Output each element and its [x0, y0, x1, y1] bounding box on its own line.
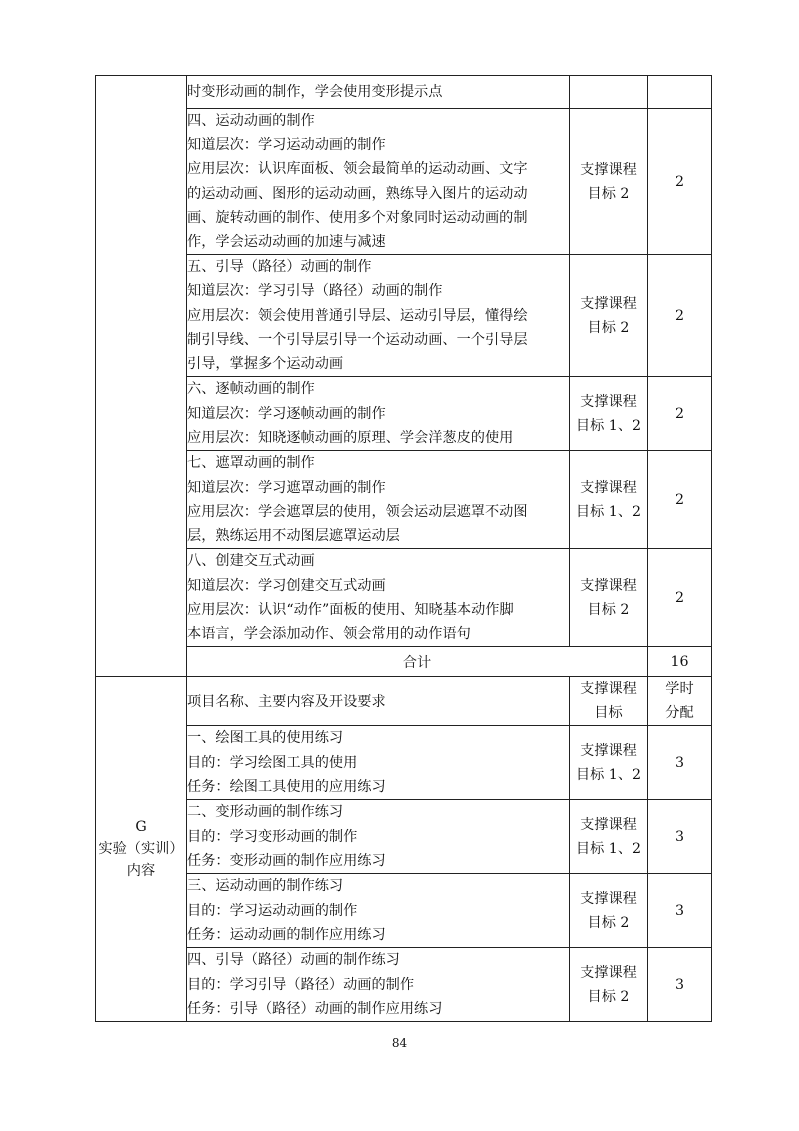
table-row	[96, 451, 712, 549]
support-line: 支撑课程	[580, 816, 637, 833]
content-cell	[187, 948, 570, 1022]
support-line: 支撑课程	[580, 577, 637, 594]
content-line: 七、遮罩动画的制作	[187, 455, 315, 472]
content-line: 六、逐帧动画的制作	[187, 381, 315, 398]
content-line: 目的：学习绘图工具的使用	[187, 754, 358, 771]
content-line: 应用层次：知晓逐帧动画的原理、学会洋葱皮的使用	[187, 429, 514, 446]
content-line: 任务：引导（路径）动画的制作应用练习	[187, 1000, 443, 1017]
content-line: 目的：学习运动动画的制作	[187, 902, 358, 919]
content-cell	[187, 76, 570, 109]
hours-cell: 2	[648, 255, 712, 377]
content-cell	[187, 255, 570, 377]
support-cell	[570, 948, 648, 1022]
content-line: 知道层次：学习引导（路径）动画的制作	[187, 283, 443, 300]
content-line: 知道层次：学习逐帧动画的制作	[187, 405, 386, 422]
column-header-support	[570, 677, 648, 726]
table-row	[96, 377, 712, 451]
support-line: 目标 1、2	[575, 417, 642, 434]
table-row	[96, 800, 712, 874]
content-line: 知道层次：学习创建交互式动画	[187, 577, 386, 594]
support-line: 支撑课程	[580, 161, 637, 178]
support-cell	[570, 874, 648, 948]
table-row	[96, 549, 712, 647]
section-label	[96, 677, 187, 1022]
support-line: 目标 2	[587, 988, 630, 1005]
content-line: 知道层次：学习遮罩动画的制作	[187, 479, 386, 496]
theory-section	[96, 76, 712, 677]
support-cell	[570, 255, 648, 377]
table-row	[96, 109, 712, 255]
table-row	[96, 948, 712, 1022]
content-cell	[187, 451, 570, 549]
support-cell	[570, 76, 648, 109]
support-line: 目标 2	[587, 319, 630, 336]
content-line: 应用层次：领会使用普通引导层、运动引导层，懂得绘	[187, 307, 528, 324]
support-line: 支撑课程	[580, 479, 637, 496]
support-cell	[570, 726, 648, 800]
content-line: 一、绘图工具的使用练习	[187, 730, 344, 747]
content-cell	[187, 377, 570, 451]
support-cell	[570, 800, 648, 874]
support-cell	[570, 549, 648, 647]
section-label-empty	[96, 76, 187, 677]
hours-cell: 3	[648, 800, 712, 874]
content-line: 画、旋转动画的制作、使用多个对象同时运动动画的制	[187, 209, 528, 226]
section-label-line: 实验（实训）	[98, 841, 184, 858]
table-row	[96, 76, 712, 109]
content-cell	[187, 800, 570, 874]
column-header-title: 项目名称、主要内容及开设要求	[187, 677, 570, 726]
hours-cell	[648, 76, 712, 109]
content-line: 时变形动画的制作，学会使用变形提示点	[187, 83, 443, 100]
content-line: 知道层次：学习运动动画的制作	[187, 137, 386, 154]
content-cell	[187, 726, 570, 800]
hours-cell: 2	[648, 109, 712, 255]
lab-section	[96, 677, 712, 1022]
support-line: 目标 1、2	[575, 840, 642, 857]
content-line: 二、变形动画的制作练习	[187, 804, 344, 821]
header-line: 目标	[594, 705, 623, 722]
content-line: 四、引导（路径）动画的制作练习	[187, 952, 400, 969]
table-row	[96, 874, 712, 948]
content-line: 八、创建交互式动画	[187, 553, 315, 570]
content-line: 本语言，学会添加动作、领会常用的动作语句	[187, 625, 471, 642]
support-line: 目标 2	[587, 914, 630, 931]
total-value: 16	[648, 647, 712, 677]
content-line: 制引导线、一个引导层引导一个运动动画、一个引导层	[187, 331, 528, 348]
support-line: 目标 2	[587, 185, 630, 202]
table-row	[96, 255, 712, 377]
support-line: 目标 2	[587, 601, 630, 618]
content-line: 应用层次：认识“动作”面板的使用、知晓基本动作脚	[187, 601, 514, 618]
content-line: 作，学会运动动画的加速与减速	[187, 234, 386, 251]
header-line: 学时	[665, 681, 694, 698]
content-line: 任务：绘图工具使用的应用练习	[187, 778, 386, 795]
hours-cell: 3	[648, 874, 712, 948]
support-line: 支撑课程	[580, 295, 637, 312]
content-line: 引导，掌握多个运动动画	[187, 356, 344, 373]
content-line: 层，熟练运用不动图层遮罩运动层	[187, 527, 400, 544]
content-line: 目的：学习引导（路径）动画的制作	[187, 976, 415, 993]
header-line: 分配	[665, 705, 694, 722]
hours-cell: 3	[648, 948, 712, 1022]
content-line: 任务：运动动画的制作应用练习	[187, 926, 386, 943]
content-line: 的运动动画、图形的运动动画，熟练导入图片的运动动	[187, 185, 528, 202]
content-line: 任务：变形动画的制作应用练习	[187, 852, 386, 869]
content-line: 应用层次：认识库面板、领会最简单的运动动画、文字	[187, 161, 528, 178]
content-line: 五、引导（路径）动画的制作	[187, 259, 372, 276]
hours-cell: 2	[648, 377, 712, 451]
support-line: 支撑课程	[580, 742, 637, 759]
content-cell	[187, 549, 570, 647]
content-cell	[187, 109, 570, 255]
header-row	[96, 677, 712, 726]
content-line: 目的：学习变形动画的制作	[187, 828, 358, 845]
total-row	[96, 647, 712, 677]
support-cell	[570, 451, 648, 549]
hours-cell: 2	[648, 549, 712, 647]
total-label: 合计	[187, 647, 648, 677]
content-cell	[187, 874, 570, 948]
support-line: 支撑课程	[580, 890, 637, 907]
support-cell	[570, 377, 648, 451]
content-line: 应用层次：学会遮罩层的使用，领会运动层遮罩不动图	[187, 503, 528, 520]
support-line: 支撑课程	[580, 964, 637, 981]
hours-cell: 2	[648, 451, 712, 549]
header-line: 支撑课程	[580, 681, 637, 698]
support-cell	[570, 109, 648, 255]
course-table	[95, 75, 712, 1022]
support-line: 支撑课程	[580, 393, 637, 410]
hours-cell: 3	[648, 726, 712, 800]
table-row	[96, 726, 712, 800]
section-label-line: G	[135, 819, 147, 836]
content-line: 四、运动动画的制作	[187, 113, 315, 129]
column-header-hours	[648, 677, 712, 726]
content-line: 三、运动动画的制作练习	[187, 878, 344, 895]
support-line: 目标 1、2	[575, 766, 642, 783]
support-line: 目标 1、2	[575, 503, 642, 520]
page-number: 84	[391, 1036, 408, 1050]
section-label-line: 内容	[126, 863, 156, 880]
